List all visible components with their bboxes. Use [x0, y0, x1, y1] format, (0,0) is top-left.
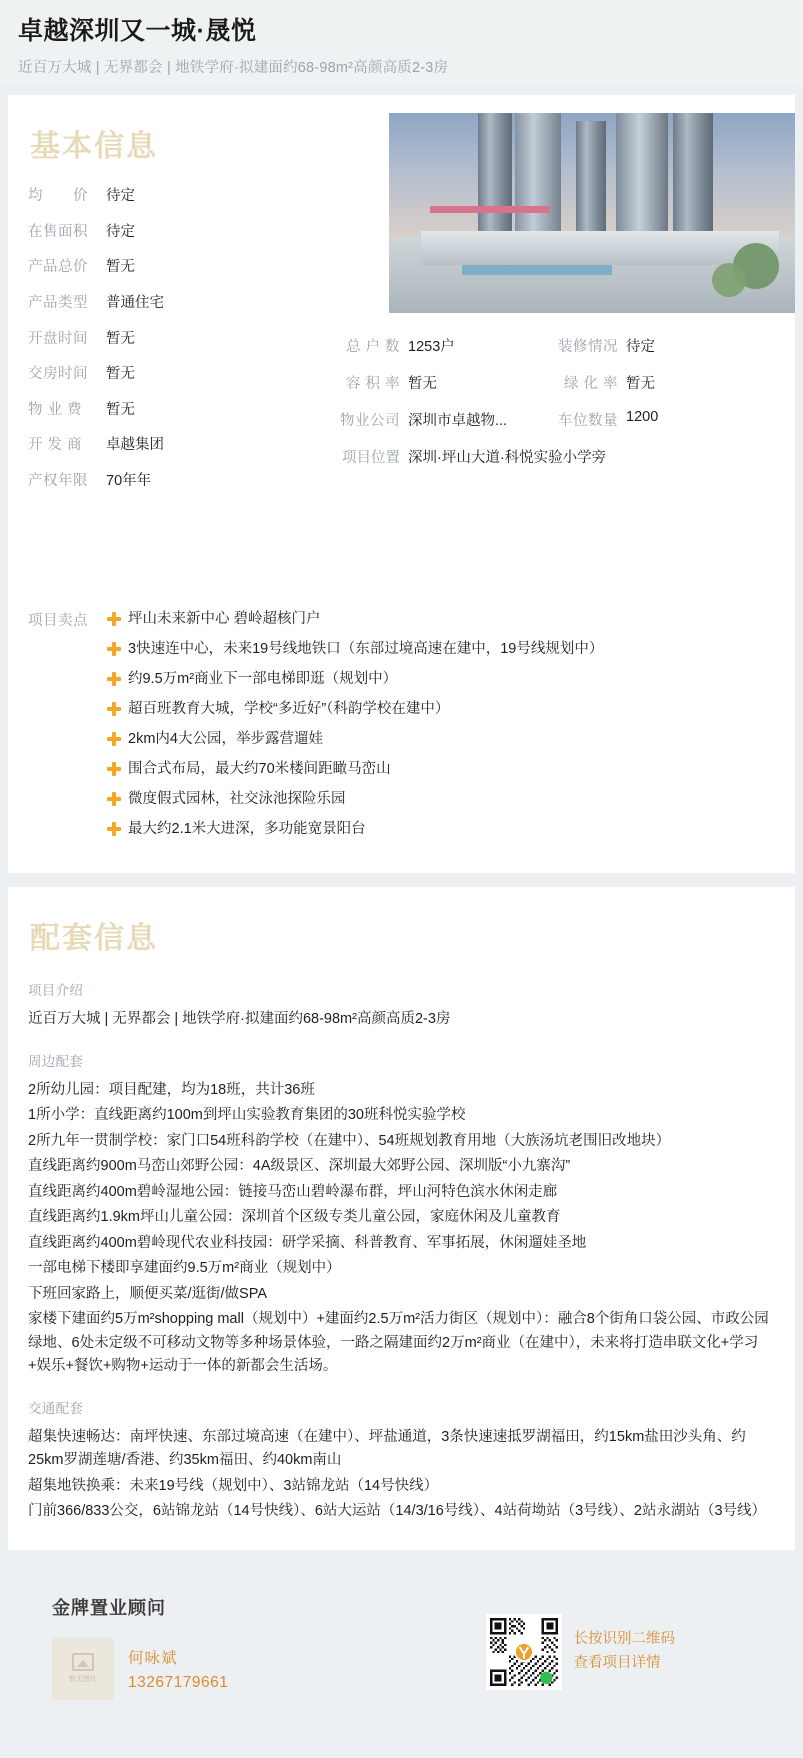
- selling-point-text: 3快速连中心，未来19号线地铁口（东部过境高速在建中，19号线规划中）: [128, 641, 604, 658]
- info-value: 暂无: [106, 366, 135, 383]
- agent-phone[interactable]: 13267179661: [128, 1673, 229, 1691]
- list-item: [106, 609, 775, 630]
- info-label: 车位数量: [558, 413, 618, 430]
- facility-info-title: 配套信息: [30, 922, 158, 956]
- info-row: [28, 187, 358, 207]
- info-label: 产权年限: [28, 472, 88, 489]
- around-label: 周边配套: [28, 1053, 84, 1069]
- footer-title: 金牌置业顾问: [52, 1597, 166, 1618]
- info-label: 交房时间: [28, 366, 88, 383]
- info-label: 总 户 数: [345, 339, 400, 356]
- around-paragraph: 直线距离约1.9km坪山儿童公园：深圳首个区级专类儿童公园，家庭休闲及儿童教育: [28, 1209, 561, 1226]
- hero-tower: [515, 113, 561, 249]
- qr-code-image: [490, 1618, 558, 1686]
- info-value: 普通住宅: [106, 294, 164, 311]
- page-title: 卓越深圳又一城·晟悦: [18, 17, 257, 45]
- info-value: 70年年: [106, 472, 152, 489]
- intro-label: 项目介绍: [28, 983, 84, 999]
- selling-point-text: 约9.5万m²商业下一部电梯即逛（规划中）: [128, 671, 398, 688]
- info-label: 容 积 率: [345, 376, 400, 393]
- project-hero-image: [389, 113, 795, 313]
- hero-tower: [576, 121, 606, 249]
- list-item: [106, 759, 775, 780]
- hero-tower: [478, 113, 512, 249]
- qr-caption-line2: 查看项目详情: [573, 1654, 661, 1671]
- info-label: 物业公司: [340, 413, 400, 430]
- info-value: 暂无: [106, 401, 135, 418]
- info-row: [28, 258, 358, 278]
- footer-section: [8, 1568, 795, 1758]
- info-value: 暂无: [408, 376, 437, 393]
- plus-icon: [106, 761, 122, 777]
- qr-code[interactable]: [486, 1614, 562, 1690]
- selling-point-text: 坪山未来新中心 碧岭超核门户: [128, 611, 321, 628]
- around-paragraph: 家楼下建面约5万m²shopping mall（规划中）+建面约2.5万m²活力街区（规划中）：融合8个街角口袋公园、市政公园绿地、6处未定级不可移动文物等多种场景体验，一路之隔建面约2万m²商业（在建中），未来将打造串联文化+学习+娱乐+餐饮+购物+运动于一体的新都会生活场。: [28, 1311, 769, 1375]
- info-value: 1200: [626, 409, 659, 426]
- around-paragraph: 2所九年一贯制学校：家门口54班科韵学校（在建中）、54班规划教育用地（大族汤坑老围旧改地块）: [28, 1132, 671, 1149]
- info-label: 物 业 费: [28, 401, 83, 418]
- around-paragraph: 1所小学：直线距离约100m到坪山实验教育集团的30班科悦实验学校: [28, 1107, 466, 1124]
- hero-pool: [462, 265, 612, 275]
- selling-points-list: [106, 609, 775, 849]
- info-value: 暂无: [106, 259, 135, 276]
- info-value: 暂无: [106, 330, 135, 347]
- info-label: 绿 化 率: [563, 376, 618, 393]
- list-item: [106, 819, 775, 840]
- list-item: [106, 639, 775, 660]
- info-value: 卓越集团: [106, 437, 164, 454]
- selling-point-text: 微度假式园林，社交泳池探险乐园: [128, 791, 346, 808]
- list-item: [106, 669, 775, 690]
- info-label: 产品类型: [28, 294, 88, 311]
- qr-caption-line1: 长按识别二维码: [573, 1631, 675, 1648]
- selling-point-text: 2km内4大公园，举步露营遛娃: [128, 731, 323, 748]
- info-value: 待定: [106, 188, 135, 205]
- around-paragraph: 直线距离约400m碧岭现代农业科技园：研学采摘、科普教育、军事拓展，休闲遛娃圣地: [28, 1234, 587, 1251]
- info-value: 深圳市卓越物...: [408, 413, 508, 430]
- info-label: 均 价: [28, 188, 88, 205]
- photo-placeholder-label: 暂无图片: [69, 1676, 97, 1684]
- around-paragraph: 一部电梯下楼即享建面约9.5万m²商业（规划中）: [28, 1260, 341, 1277]
- info-label: 装修情况: [558, 339, 618, 356]
- project-location-row: [8, 446, 795, 467]
- page-header: [0, 0, 803, 87]
- around-paragraph: 直线距离约400m碧岭湿地公园：链接马峦山碧岭瀑布群，坪山河特色滨水休闲走廊: [28, 1183, 558, 1200]
- plus-icon: [106, 731, 122, 747]
- info-label: 在售面积: [28, 223, 88, 240]
- traffic-paragraph: 门前366/833公交，6站锦龙站（14号快线）、6站大运站（14/3/16号线）、4站荷坳站（3号线）、2站永湖站（3号线）: [28, 1503, 767, 1520]
- selling-points-section: [28, 609, 775, 849]
- selling-point-text: 最大约2.1米大进深，多功能宽景阳台: [128, 821, 366, 838]
- info-label: 开盘时间: [28, 330, 88, 347]
- basic-info-card: [8, 95, 795, 873]
- list-item: [106, 699, 775, 720]
- qr-block[interactable]: [486, 1614, 676, 1690]
- plus-icon: [106, 641, 122, 657]
- hero-podium: [421, 231, 778, 265]
- plus-icon: [106, 791, 122, 807]
- info-row: [28, 294, 358, 314]
- info-label: 开 发 商: [28, 437, 83, 454]
- around-paragraph: 2所幼儿园：项目配建，均为18班，共计36班: [28, 1081, 315, 1098]
- plus-icon: [106, 701, 122, 717]
- plus-icon: [106, 611, 122, 627]
- around-paragraph: 下班回家路上，顺便买菜/逛街/做SPA: [28, 1285, 267, 1302]
- info-value: 暂无: [626, 376, 655, 393]
- page-subtitle: 近百万大城 | 无界都会 | 地铁学府·拟建面约68-98m²高颜高质2-3房: [18, 60, 449, 77]
- info-label: 产品总价: [28, 259, 88, 276]
- agent-avatar: [52, 1638, 114, 1700]
- list-item: [106, 789, 775, 810]
- traffic-paragraph: 超集地铁换乘：未来19号线（规划中）、3站锦龙站（14号快线）: [28, 1477, 439, 1494]
- traffic-label: 交通配套: [28, 1400, 84, 1416]
- plus-icon: [106, 671, 122, 687]
- intro-text: 近百万大城 | 无界都会 | 地铁学府·拟建面约68-98m²高颜高质2-3房: [28, 1011, 451, 1028]
- info-value: 1253户: [408, 339, 455, 356]
- info-value: 待定: [106, 223, 135, 240]
- qr-caption: [574, 1628, 676, 1674]
- agent-name: 何咏斌: [128, 1649, 178, 1667]
- basic-right-column: [8, 331, 795, 467]
- info-row: [28, 223, 358, 243]
- traffic-paragraph: 超集快速畅达：南坪快速、东部过境高速（在建中）、坪盐通道，3条快速速抵罗湖福田，约15km盐田沙头角、约25km罗湖莲塘/香港、约35km福田、约40km南山: [28, 1428, 746, 1469]
- info-row: [28, 472, 358, 492]
- agent-info: [128, 1646, 228, 1692]
- hero-tower: [616, 113, 668, 249]
- info-value: 深圳·坪山大道·科悦实验小学旁: [408, 450, 607, 467]
- selling-points-label: 项目卖点: [28, 613, 88, 630]
- around-paragraph: 直线距离约900m马峦山郊野公园：4A级景区、深圳最大郊野公园、深圳版“小九寨沟”: [28, 1158, 571, 1175]
- basic-info-title: 基本信息: [30, 130, 158, 164]
- info-label: 项目位置: [342, 450, 400, 467]
- image-placeholder-icon: [72, 1653, 94, 1671]
- selling-point-text: 超百班教育大城，学校“多近好”（科韵学校在建中）: [128, 701, 450, 718]
- hero-tower: [673, 113, 713, 249]
- facility-info-card: [8, 887, 795, 1549]
- hero-accent-band: [430, 206, 550, 213]
- list-item: [106, 729, 775, 750]
- info-value: 待定: [626, 339, 655, 356]
- plus-icon: [106, 821, 122, 837]
- selling-point-text: 围合式布局，最大约70米楼间距瞰马峦山: [128, 761, 391, 778]
